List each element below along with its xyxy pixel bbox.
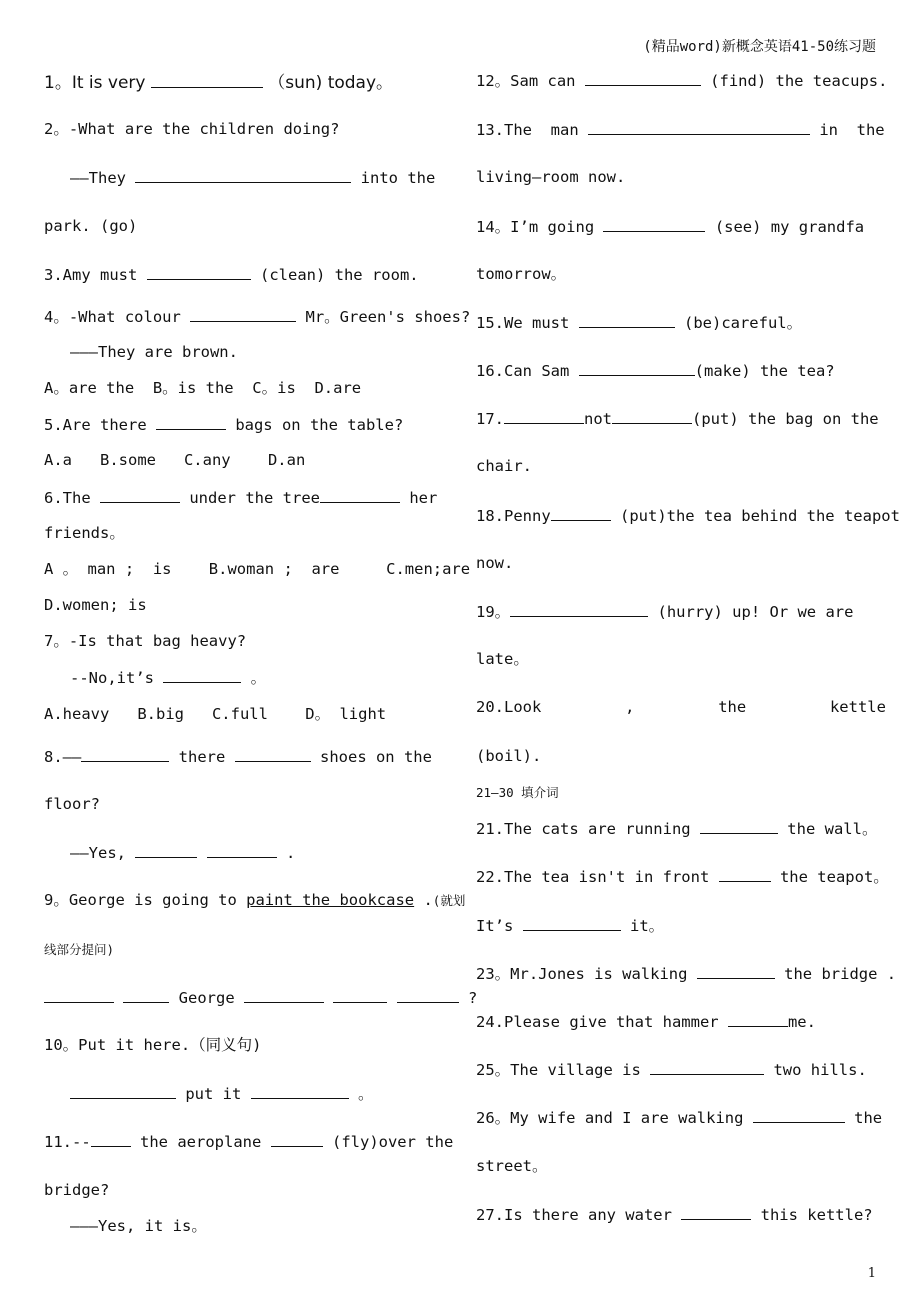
question-24: 24.Please give that hammer me. [476, 1013, 816, 1031]
question-2-answer: ——They into the [70, 169, 436, 187]
question-10: 10。Put it here.（同义句) [44, 1036, 262, 1054]
question-1: 1。It is very （sun) today。 [44, 73, 394, 93]
question-22-cont: It’s it。 [476, 917, 665, 935]
question-19: 19。 (hurry) up! Or we are [476, 603, 854, 621]
question-10-answer: put it 。 [44, 1083, 460, 1104]
question-20: 20.Look , the kettle [476, 698, 886, 716]
section-heading: 21—30 填介词 [476, 785, 559, 800]
question-7-options: A.heavy B.big C.full D。 light [44, 705, 387, 723]
question-26-cont: street。 [476, 1157, 548, 1175]
question-5-options: A.a B.some C.any D.an [44, 451, 306, 469]
question-8-answer: ——Yes, . [70, 844, 296, 862]
question-8: 8.—— there shoes on the [44, 748, 432, 766]
page-number: 1 [867, 1266, 876, 1281]
question-7: 7。-Is that bag heavy? [44, 632, 247, 650]
question-21: 21.The cats are running the wall。 [476, 820, 878, 838]
question-15: 15.We must (be)careful。 [476, 314, 803, 332]
question-20-cont: (boil). [476, 747, 542, 765]
question-6-options-2: D.women; is [44, 596, 147, 614]
question-6: 6.The under the tree her [44, 489, 438, 507]
question-2: 2。-What are the children doing? [44, 120, 340, 138]
question-9: 9。George is going to paint the bookcase .(就划 [44, 891, 466, 909]
question-5: 5.Are there bags on the table? [44, 416, 404, 434]
question-18-cont: now. [476, 554, 514, 572]
question-4-options: A。are the B。is the C。is D.are [44, 379, 362, 397]
question-14-cont: tomorrow。 [476, 265, 567, 283]
question-11: 11.-- the aeroplane (fly)over the [44, 1133, 454, 1151]
question-13: 13.The man in the [476, 121, 885, 139]
question-19-cont: late。 [476, 650, 529, 668]
question-27: 27.Is there any water this kettle? [476, 1206, 873, 1224]
question-3: 3.Amy must (clean) the room. [44, 266, 419, 284]
page-header: (精品word)新概念英语41-50练习题 [643, 39, 876, 55]
question-17-cont: chair. [476, 457, 532, 475]
question-4-answer: ———They are brown. [70, 343, 238, 361]
question-13-cont: living—room now. [476, 168, 626, 186]
question-2-hint: park. (go) [44, 217, 138, 235]
question-17: 17. not (put) the bag on the [476, 410, 879, 428]
question-9-answer: George ? [44, 987, 460, 1008]
question-25: 25。The village is two hills. [476, 1061, 867, 1079]
question-11-cont: bridge? [44, 1181, 110, 1199]
question-12: 12。Sam can (find) the teacups. [476, 72, 888, 90]
question-6-options: A 。 man ; is B.woman ; are C.men;are [44, 560, 471, 578]
question-7-answer: --No,it’s 。 [70, 669, 267, 687]
question-6-cont: friends。 [44, 524, 125, 542]
question-23: 23。Mr.Jones is walking the bridge . [476, 965, 897, 983]
question-14: 14。I’m going (see) my grandfa [476, 218, 865, 236]
question-16: 16.Can Sam (make) the tea? [476, 362, 835, 380]
question-26: 26。My wife and I are walking the [476, 1109, 883, 1127]
question-4: 4。-What colour Mr。Green's shoes? [44, 308, 471, 326]
question-11-answer: ———Yes, it is。 [70, 1217, 207, 1235]
question-8-cont: floor? [44, 795, 100, 813]
question-18: 18.Penny (put)the tea behind the teapot [476, 507, 900, 525]
question-9-note: 线部分提问) [44, 942, 115, 957]
question-22: 22.The tea isn't in front the teapot。 [476, 868, 889, 886]
